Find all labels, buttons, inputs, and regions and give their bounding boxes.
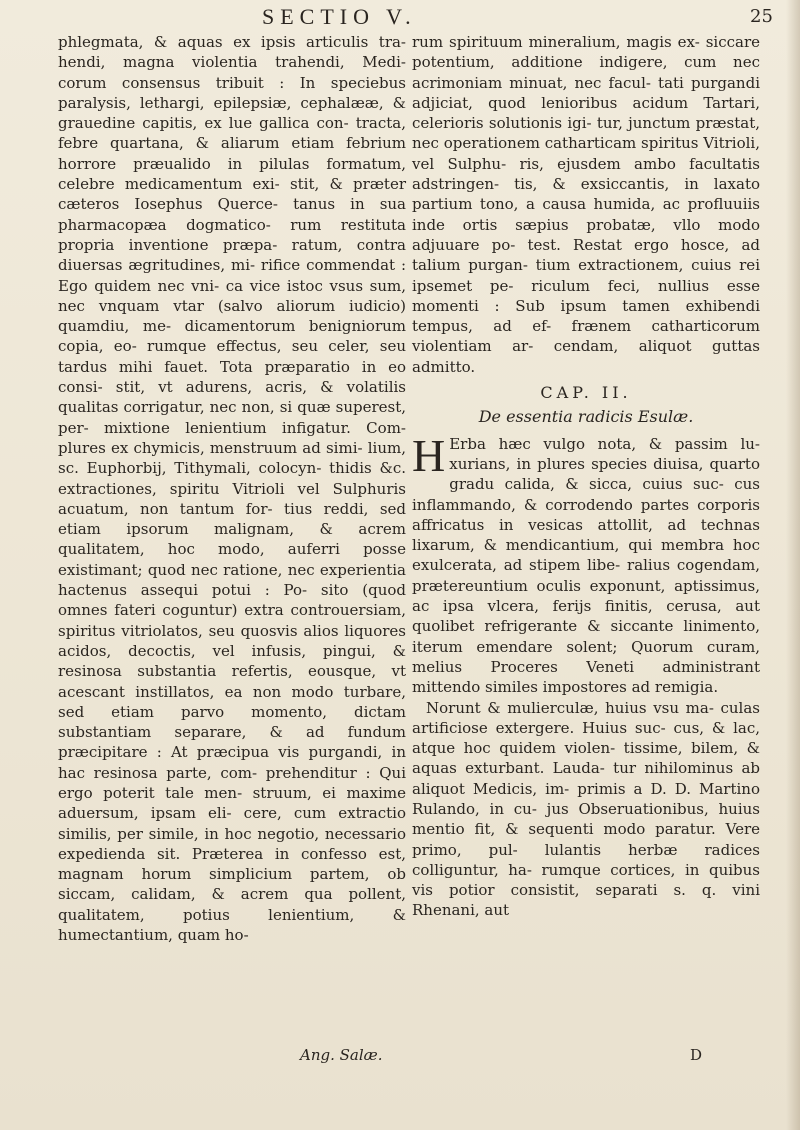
left-column: [58, 32, 406, 945]
chapter-title: De essentia radicis Esulæ.: [478, 407, 694, 427]
drop-cap: H: [412, 429, 446, 481]
section-title: SECTIO V.: [262, 4, 417, 29]
page-edge-shadow: [786, 0, 800, 1130]
right-paragraph-2: Norunt & mulierculæ, huius vsu ma- culas artificiose extergere. Huius suc- cus, & lac, atque hoc quidem violen- tissime, bilem, & aquas exturbant. Lauda- tur nihilominus ab aliquot Medicis, im- primis a D. D. Martino Rulando, in cu- jus Obseruationibus, huius mentio fit, & sequenti modo paratur. Vere primo, pul- lulantis herbæ radices colliguntur, ha- rumque cortices, in quibus vis potior consistit, separati s. q. vini Rhenani, aut: [412, 698, 760, 920]
running-head: [0, 4, 800, 34]
right-paragraph-top: rum spirituum mineralium, magis ex- siccare potentium, additione indigere, cum nec acrimoniam minuat, nec facul- tati purgandi adjiciat, quod lenioribus acidum Tartari, celerioris solutionis igi- tur, junctum præstat, nec operationem catharticam spiritus Vitrioli, vel Sulphu- ris, ejusdem ambo facultatis adstringen- tis, & exsiccantis, in laxato partium tono, a causa humida, ac profluuiis inde ortis sæpius probatæ, vllo modo adjuuare po- test. Restat ergo hosce, ad talium purgan- tium extractionem, cuius rei ipsemet pe- riculum feci, nullius esse momenti : Sub ipsum tamen exhibendi tempus, ad ef- frænem catharticorum violentiam ar- cendam, aliquot guttas admitto.: [412, 33, 760, 376]
catchword-left: Ang. Salæ.: [300, 1046, 383, 1064]
signature-mark: D: [690, 1046, 703, 1064]
page-number: 25: [750, 6, 773, 27]
right-column: [412, 32, 760, 921]
chapter-heading: CAP. II.: [540, 383, 632, 403]
left-paragraph: phlegmata, & aquas ex ipsis articulis tra- hendi, magna violentia trahendi, Medi- corum consensus tribuit : In speciebus paralysis, lethargi, epilepsiæ, cephalææ, & grauedine capitis, ex lue gallica con- tracta, febre quartana, & aliarum etiam febrium horrore præualido in pilulas formatum, celebre medicamentum exi- stit, & præter cæteros Iosephus Querce- tanus in sua pharmacopæa dogmatico- rum restituta propria inventione præpa- ratum, contra diuersas ægritudines, mi- rifice commendat : Ego quidem nec vni- ca vice istoc vsus sum, nec vnquam vtar (salvo aliorum iudicio) quamdiu, me- dicamentorum benigniorum copia, eo- rumque effectus, seu celer, seu tardus mihi fauet. Tota præparatio in eo consi- stit, vt adurens, acris, & volatilis qualitas corrigatur, nec non, si quæ superest, per- mixtione lenientium infigatur. Com- plures ex chymicis, menstruum ad simi- lium, sc. Euphorbij, Tithymali, colocyn- thidis &c. extractiones, spiritu Vitrioli vel Sulphuris acuatum, non tantum for- tius reddi, sed etiam ipsorum malignam, & acrem qualitatem, hoc modo, auferri posse existimant; quod nec ratione, nec experientia hactenus assequi potui : Po- sito (quod omnes fateri coguntur) extra controuersiam, spiritus vitriolatos, seu quosvis alios liquores acidos, decoctis, vel infusis, pingui, & resinosa substantia refertis, eousque, vt acescant instillatos, ea non modo turbare, sed etiam parvo momento, dictam substantiam separare, & ad fundum præcipitare : At præcipua vis purgandi, in hac resinosa parte, com- prehenditur : Qui ergo poterit tale men- struum, ei maxime aduersum, ipsam eli- cere, cum extractio similis, per simile, in hoc negotio, necessario expedienda sit. Præterea in confesso est, magnam horum simplicium partem, ob siccam, calidam, & acrem qua pollent, qualitatem, potius lenientium, & humectantium, quam ho-: [58, 33, 406, 945]
right-paragraph-1: H Erba hæc vulgo nota, & passim lu- xurians, in plures species diuisa, quarto gradu calida, & sicca, cuius suc- cus inflammando, & corrodendo partes corporis affricatus in vesicas attollit, ad technas lixarum, & mendicantium, qui membra hoc exulcerata, ad stipem libe- ralius cogendam, prætereuntium oculis exponunt, aptissimus, ac ipsa vlcera, ferijs finitis, cerusa, aut quolibet refrigerante & siccante linimento, iterum emendare solent; Quorum curam, melius Proceres Veneti administrant mittendo similes impostores ad remigia.: [412, 429, 760, 697]
